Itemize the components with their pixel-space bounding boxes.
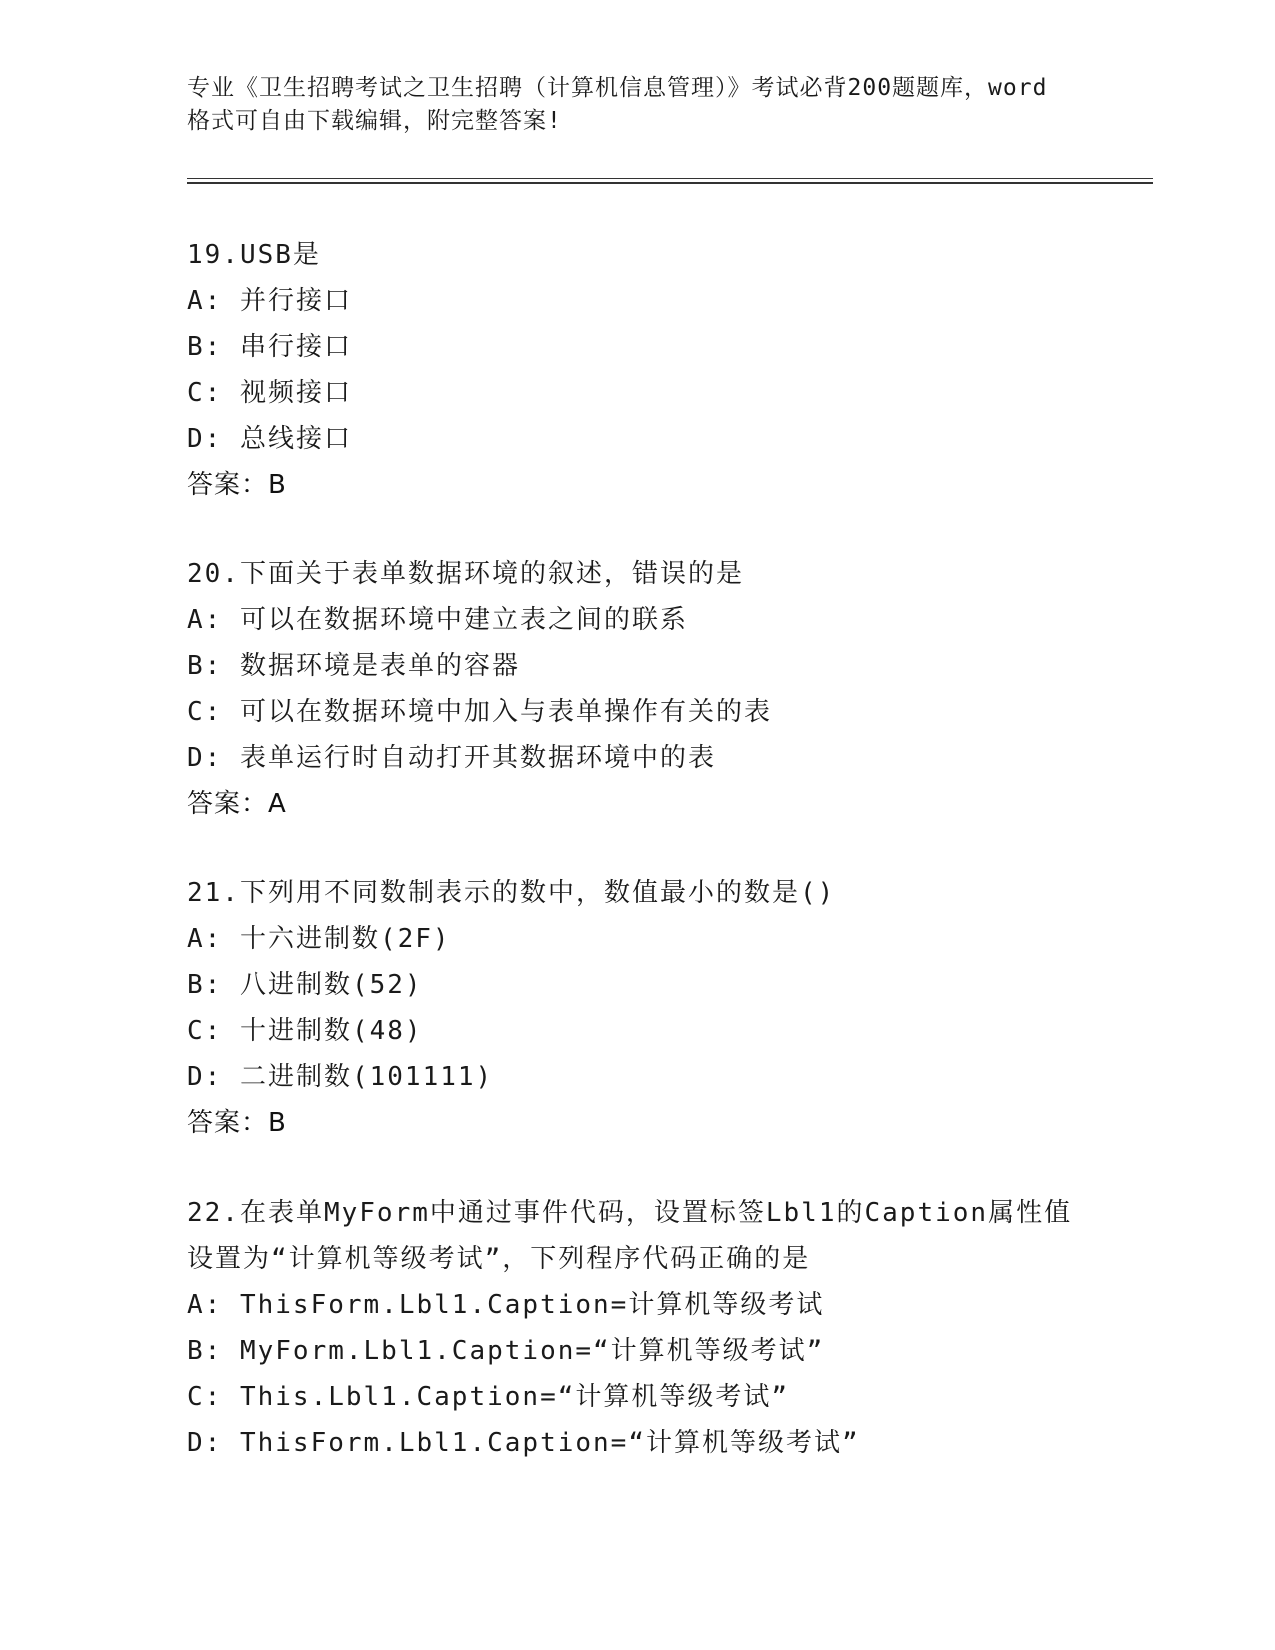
option-a: A: 可以在数据环境中建立表之间的联系 — [187, 605, 688, 635]
option-c: C: 视频接口 — [187, 378, 352, 408]
option-d: D: ThisForm.Lbl1.Caption=“计算机等级考试” — [187, 1428, 860, 1458]
question-stem: 22.在表单MyForm中通过事件代码，设置标签Lbl1的Caption属性值 — [187, 1198, 1073, 1228]
option-a: A: 十六进制数(2F) — [187, 924, 451, 954]
header-line-2: 格式可自由下载编辑，附完整答案! — [187, 108, 562, 134]
header-divider-thin — [187, 178, 1153, 179]
answer-label: 答案：A — [187, 789, 287, 819]
question-21 — [187, 870, 1087, 1146]
question-22 — [187, 1190, 1087, 1466]
option-d: D: 总线接口 — [187, 424, 352, 454]
question-stem: 20.下面关于表单数据环境的叙述，错误的是 — [187, 559, 744, 589]
option-d: D: 二进制数(101111) — [187, 1062, 494, 1092]
question-stem: 19.USB是 — [187, 240, 321, 270]
question-19 — [187, 232, 1087, 508]
question-stem: 21.下列用不同数制表示的数中，数值最小的数是() — [187, 878, 836, 908]
option-d: D: 表单运行时自动打开其数据环境中的表 — [187, 743, 716, 773]
option-a: A: ThisForm.Lbl1.Caption=计算机等级考试 — [187, 1290, 825, 1320]
question-20 — [187, 551, 1087, 827]
header-line-1: 专业《卫生招聘考试之卫生招聘（计算机信息管理）》考试必背200题题库，word — [187, 75, 1048, 101]
option-b: B: 八进制数(52) — [187, 970, 423, 1000]
header-divider-thick — [187, 182, 1153, 184]
option-a: A: 并行接口 — [187, 286, 352, 316]
option-b: B: 数据环境是表单的容器 — [187, 651, 520, 681]
option-c: C: 十进制数(48) — [187, 1016, 423, 1046]
answer-label: 答案：B — [187, 470, 287, 500]
answer-label: 答案：B — [187, 1108, 287, 1138]
option-c: C: 可以在数据环境中加入与表单操作有关的表 — [187, 697, 772, 727]
question-stem-continued: 设置为“计算机等级考试”，下列程序代码正确的是 — [187, 1244, 811, 1274]
option-b: B: MyForm.Lbl1.Caption=“计算机等级考试” — [187, 1336, 825, 1366]
option-c: C: This.Lbl1.Caption=“计算机等级考试” — [187, 1382, 790, 1412]
document-header — [187, 72, 1087, 138]
option-b: B: 串行接口 — [187, 332, 352, 362]
